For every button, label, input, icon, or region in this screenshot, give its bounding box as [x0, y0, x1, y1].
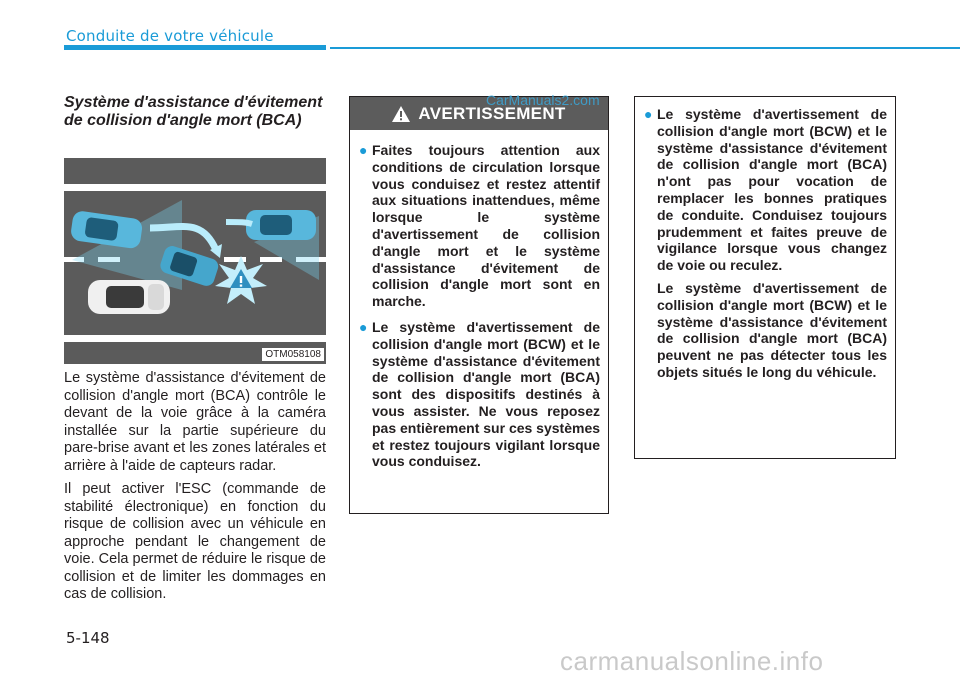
figure-code: OTM058108: [262, 348, 324, 361]
warning-bullet-list: [350, 130, 608, 470]
watermark-top: CarManuals2.com: [486, 92, 600, 108]
section-header-title: Conduite de votre véhicule: [66, 27, 274, 45]
header-rule: [330, 47, 960, 49]
section-title: Système d'assistance d'évitement de collision d'angle mort (BCA): [64, 94, 323, 129]
bullet-text: Faites toujours attention aux conditions de circulation lorsque vous conduisez et restez attentif aux situations inattendues, même lorsque le système d'avertissement de collision d'angle mort et le système d'assistance d'évitement de collision d'angle mort sont en marche.: [372, 142, 600, 310]
road-scene-illustration: [64, 158, 326, 364]
body-text: [64, 370, 326, 610]
warning-box: [349, 96, 609, 514]
warning-triangle-icon: [392, 106, 410, 122]
list-item: [643, 106, 887, 381]
body-paragraph: Le système d'assistance d'évitement de collision d'angle mort (BCA) contrôle le devant de la voie grâce à la caméra installée sur la partie supérieure du pare-brise avant et les zones latérales et arrière à l'aide de capteurs radar.: [64, 370, 326, 474]
warning-title: AVERTISSEMENT: [418, 103, 566, 123]
list-item: [358, 142, 600, 310]
bullet-continuation-text: Le système d'avertissement de collision d'angle mort (BCW) et le système d'assistance d'évitement de collision d'angle mort (BCA) peuvent ne pas détecter tous les objets situés le long du véhicule.: [657, 279, 887, 380]
bca-illustration: [64, 158, 326, 364]
header-rule-accent: [64, 45, 326, 50]
watermark-bottom: carmanualsonline.info: [560, 646, 824, 676]
page-number: 5-148: [66, 629, 110, 647]
bullet-text: Le système d'avertissement de collision d'angle mort (BCW) et le système d'assistance d'évitement de collision d'angle mort (BCA) n'ont pas pour vocation de remplacer les bonnes pratiques de conduite. Conduisez toujours prudemment et faites preuve de vigilance lorsque vous changez de voie ou reculez.: [657, 106, 887, 274]
list-item: [358, 319, 600, 470]
blue-bullet-icon: ●: [359, 142, 368, 158]
bullet-text: Le système d'avertissement de collision d'angle mort (BCW) et le système d'assistance d'évitement de collision d'angle mort (BCA) sont des dispositifs destinés à vous assister. Ne vous reposez pas entièrement sur ces systèmes et restez toujours vigilant lorsque vous conduisez.: [372, 318, 601, 470]
warning-continuation-box: [634, 96, 896, 459]
body-paragraph: Il peut activer l'ESC (commande de stabilité électronique) en fonction du risque de collision avec un véhicule en approche pendant le changement de voie. Cela permet de réduire le risque de collision et de limiter les dommages en cas de collision.: [64, 481, 326, 602]
blue-bullet-icon: ●: [644, 106, 653, 122]
blue-bullet-icon: ●: [359, 318, 368, 335]
right-bullet-list: [635, 97, 895, 381]
